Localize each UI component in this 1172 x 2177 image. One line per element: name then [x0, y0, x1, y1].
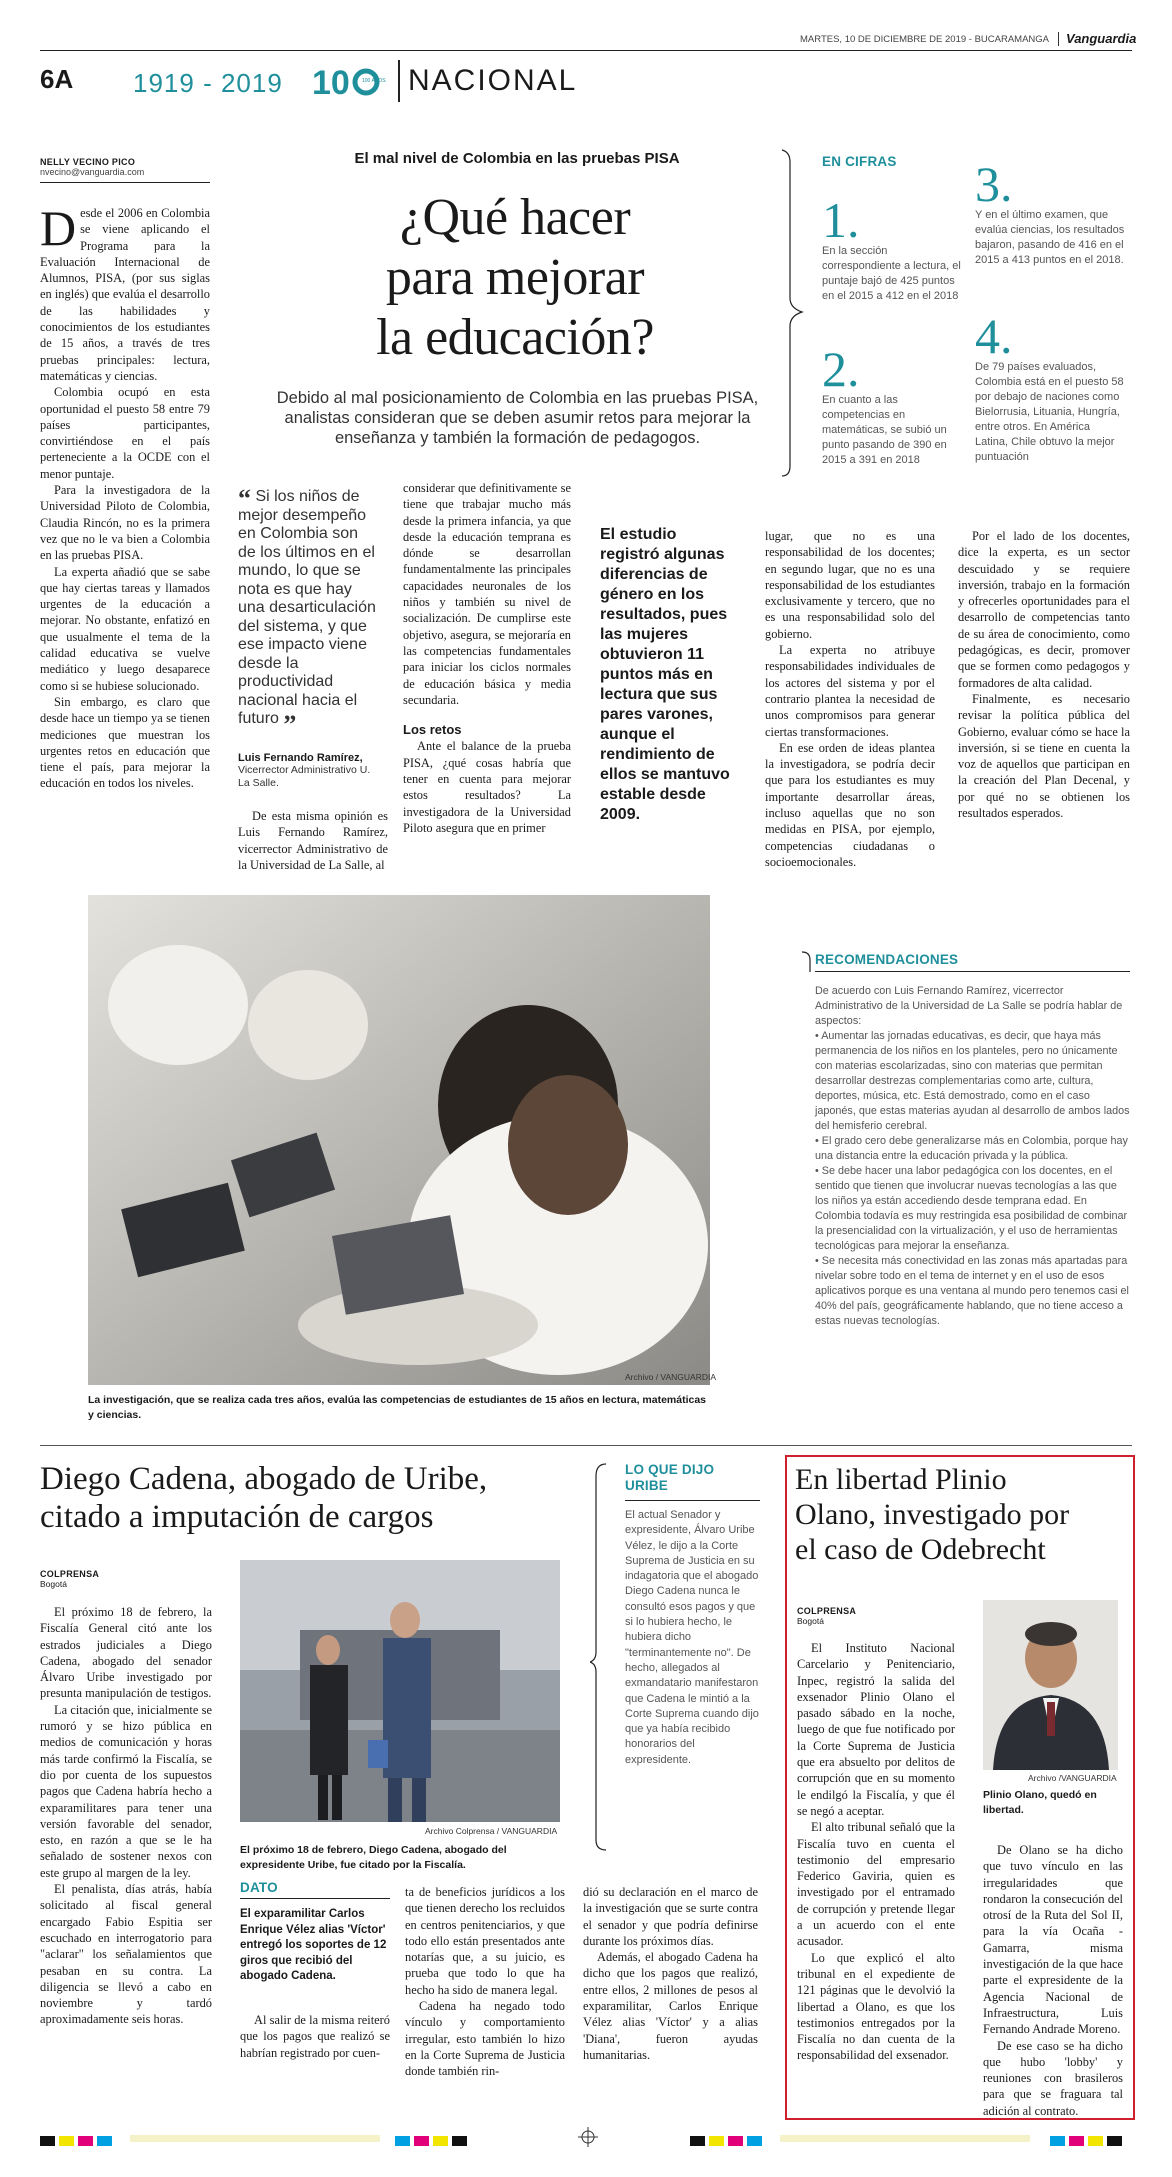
registration-bar-right — [1050, 2133, 1126, 2151]
recomendaciones-body — [815, 984, 1130, 1329]
quote-author: Luis Fernando Ramírez, — [238, 752, 363, 764]
main-photo — [88, 895, 710, 1385]
olano-headline-line: En libertad Plinio — [795, 1463, 1007, 1496]
main-photo-caption: La investigación, que se realiza cada tres años, evalúa las competencias de estudiantes de 15 años en lectura, matemáticas y ciencias. — [88, 1394, 707, 1421]
main-para: Sin embargo, es claro que desde hace un tiempo ya se tienen mediciones que muestran los urgentes retos en educación que tiene el país, para mejorar la educación en todos los niveles. — [40, 694, 210, 791]
dato-text: El exparamilitar Carlos Enrique Vélez alias 'Víctor' entregó los soportes de 12 giros que recibió del abogado Cadena. — [240, 1908, 387, 1982]
dateline: MARTES, 10 DE DICIEMBRE DE 2019 - BUCARAMANGA — [800, 34, 1049, 45]
author-name: NELLY VECINO PICO — [40, 157, 136, 167]
cadena-para: El penalista, días atrás, había solicitado al fiscal general encargado Fabio Espitia ser escuchado en interrogatorio para "aclarar" los señalamientos que pesaban en su contra. La diligencia se llevó a cabo en noviembre y tardó aproximadamente seis horas. — [40, 1882, 212, 2027]
registration-strip — [130, 2135, 380, 2142]
main-deck: Debido al mal posicionamiento de Colombia en las pruebas PISA, analistas consideran que se deben asumir retos para mejorar la enseñanza y también la formación de pedagogos. — [276, 389, 759, 447]
olano-para: De Olano se ha dicho que tuvo vínculo en las irregularidades que rondaron la consecución del otrosí de la Ruta del Sol II, para la vía Ocaña - Gamarra, misma investigación de la que hace parte el expresidente de la Agencia Nacional de Infraestructura, Luis Fernando Andrade Moreno. — [983, 1843, 1123, 2037]
anniversary-logo: 10 100 AÑOS — [312, 64, 386, 102]
uribe-rule — [625, 1500, 760, 1501]
cifras-item — [822, 192, 962, 304]
recomendaciones-rule — [815, 971, 1130, 972]
cifras-text: En la sección correspondiente a lectura, el puntaje bajó de 425 puntos en el 2015 a 412 en el 2018 — [822, 245, 961, 302]
recomendaciones-title: RECOMENDACIONES — [815, 952, 959, 967]
section-divider — [398, 60, 400, 102]
main-col-2 — [238, 808, 388, 873]
cadena-col-1 — [40, 1604, 212, 2028]
recomendaciones-item: • Se debe hacer una labor pedagógica con los docentes, en el sentido que tienen que involucrar nuevas tecnologías a las que los niños ya están accediendo desde temprana edad. En Colombia todavía es muy restringida esa posibilidad de combinar la presencialidad con la virtualización, y el uso de herramientas tecnológicas para mejorar la enseñanza. — [815, 1165, 1128, 1252]
main-col-6 — [958, 528, 1130, 821]
close-quote-icon: ” — [283, 710, 297, 739]
olano-para: De ese caso se ha dicho que hubo 'lobby' y reuniones con brasileros para que se fraguara tal adición al contrato. — [983, 2038, 1123, 2118]
main-para: De esta misma opinión es Luis Fernando Ramírez, vicerrector Administrativo de la Universidad de La Salle, al — [238, 809, 388, 872]
kicker: El mal nivel de Colombia en las pruebas PISA — [354, 150, 680, 167]
main-headline-line: para mejorar — [385, 249, 645, 306]
olano-para: El Instituto Nacional Carcelario y Penitenciario, Inpec, registró la salida del exsenador Plinio Olano el pasado sábado en la noche, luego de que fue notificado por la Corte Suprema de Justicia que era absuelto por delitos de corrupción que en su momento le endilgó la Fiscalía, y que él se negó a aceptar. — [797, 1641, 955, 1818]
dateline-divider — [1058, 32, 1059, 46]
olano-headline-line: el caso de Odebrecht — [795, 1533, 1046, 1566]
cadena-col-2 — [240, 2012, 390, 2061]
olano-col-2 — [983, 1842, 1123, 2119]
main-col-1 — [40, 200, 210, 792]
olano-agency: COLPRENSA — [797, 1606, 857, 1616]
cifras-item — [975, 156, 1125, 268]
cifras-number: 1. — [822, 192, 860, 248]
cadena-photo-caption: El próximo 18 de febrero, Diego Cadena, abogado del expresidente Uribe, fue citado por la Fiscalía. — [240, 1844, 507, 1871]
page-number: 6A — [40, 64, 74, 94]
author-block — [40, 157, 210, 177]
cifras-text: De 79 países evaluados, Colombia está en el puesto 58 por debajo de naciones como Bielorrusia, Lituania, Hungría, entre otros. En América Latina, Chile obtuvo la mejor puntuación — [975, 361, 1124, 463]
main-headline-line: ¿Qué hacer — [399, 189, 631, 246]
section-separator — [40, 1445, 1132, 1446]
svg-text:10: 10 — [312, 64, 350, 102]
dropcap: D — [40, 200, 77, 256]
olano-para: El alto tribunal señaló que la Fiscalía tuvo en cuenta el testimonio del empresario Federico Gaviria, quien es investigado por el entramado de corrupción y pretende llegar a un acuerdo con el ente acusador. — [797, 1820, 955, 1949]
recomendaciones-item: • El grado cero debe generalizarse más en Colombia, porque hay una distancia entre la educación privada y la pública. — [815, 1135, 1128, 1162]
recomendaciones-item: • Aumentar las jornadas educativas, es decir, que haya más permanencia de los niños en los planteles, pero no únicamente con materias escolarizadas, sino con materias que permitan desarrollar destrezas complementarias como arte, cultura, deportes, música, etc. Está demostrado, como en el caso japonés, que estas materias ayudan al desarrollo de ambos lados del hemisferio cerebral. — [815, 1030, 1130, 1132]
main-photo-credit: Archivo / VANGUARDIA — [625, 1372, 717, 1382]
cadena-col-3 — [405, 1884, 565, 2080]
brand-logo: Vanguardia — [1066, 31, 1137, 46]
quote-role: Vicerrector Administrativo U. La Salle. — [238, 764, 371, 789]
cadena-byline — [40, 1569, 99, 1589]
cadena-headline-line: citado a imputación de cargos — [40, 1499, 434, 1535]
section-title: NACIONAL — [408, 64, 578, 97]
cifras-text: En cuanto a las competencias en matemáticas, se subió un punto pasando de 390 en 2015 a 391 en 2018 — [822, 394, 947, 466]
cifras-number: 4. — [975, 308, 1013, 364]
cifras-item — [822, 341, 962, 468]
olano-col-1 — [797, 1640, 955, 2064]
cifras-text: Y en el último examen, que evalúa ciencias, los resultados bajaron, pasando de 416 en el 2015 a 413 puntos en el 2018. — [975, 209, 1125, 266]
recomendaciones-item: • Se necesita más conectividad en las zonas más apartadas para nivelar sobre todo en el tema de internet y en el uso de esos aplicativos porque es una ventana al mundo pero tenemos casi el 40% del país, geográficamente hablando, que no tiene acceso a estas nuevas tecnologías. — [815, 1255, 1129, 1327]
cadena-para: La citación que, inicialmente se rumoró y se hizo pública en medios de comunicación y horas más tarde confirmó la Fiscalía, se dio por cuenta de los supuestos pagos que Cadena habría hecho a exparamilitares para tener una versión favorable del senador, esto, en razón a que se le ha señalado de sostener nexos con este grupo al margen de la ley. — [40, 1702, 212, 1880]
main-para: considerar que definitivamente se tiene que trabajar mucho más desde la primera infancia, ya que desde la educación temprana es dónde se desarrollan fundamentalmente las principales capacidades neuronales de los niños y también su nivel de socialización. De cumplirse este objetivo, asegura, se mejoraría en las competencias fundamentales para iniciar los ciclos normales de educación básica y media secundaria. — [403, 481, 571, 707]
author-email: nvecino@vanguardia.com — [40, 167, 145, 177]
cadena-para: dió su declaración en el marco de la investigación que se surte contra el senador y que podría definirse durante los próximos días. — [583, 1885, 758, 1948]
olano-city: Bogotá — [797, 1616, 824, 1626]
cifras-item — [975, 308, 1125, 465]
author-rule — [40, 182, 210, 183]
registration-strip — [780, 2135, 1030, 2142]
main-para: Por el lado de los docentes, dice la experta, es un sector descuidado y se requiere inversión, trabajo en la formación y ofrecerles oportunidades para el desarrollo de competencias tanto de su área de conocimiento, como pedagógicas, es decir, promover que se formen como pedagogos y formadores de alta calidad. — [958, 529, 1130, 690]
cifras-bracket — [778, 148, 808, 478]
registration-bar-mid-right — [690, 2133, 766, 2151]
main-para: La experta añadió que se sabe que hay ciertas tareas y llamados urgentes de la educación a mejorar. No obstante, enfatizó en que usualmente el tema de la calidad educativa se vuelve mediático y luego desaparece como si se hubiese solucionado. — [40, 564, 210, 693]
cadena-para: Cadena ha negado todo vínculo y comportamiento irregular, esto también lo hizo en la Corte Suprema de Justicia donde también rin- — [405, 1999, 565, 2079]
cadena-para: ta de beneficios jurídicos a los que tienen derecho los recluidos en centros penitenciarios, y que todo ello están presentados ante notarías que, a su juicio, es prueba que todo lo que ha hecho ha sido de manera legal. — [405, 1885, 565, 1997]
cadena-para: El próximo 18 de febrero, la Fiscalía General citó ante los estrados judiciales a Diego Cadena, abogado del senador Álvaro Uribe investigado por presunta manipulación de testigos. — [40, 1605, 212, 1701]
main-first-para: Desde el 2006 en Colombia se viene aplicando el Programa para la Evaluación Internacional de Alumnos, PISA, (por sus siglas en inglés) que evalúa el desarrollo de las habilidades y conocimientos de los estudiantes de 15 años, a través de tres pruebas principales: lectura, matemáticas y ciencias. — [40, 200, 210, 383]
dato-box — [240, 1880, 390, 1985]
olano-byline — [797, 1606, 856, 1626]
main-para: La experta no atribuye responsabilidades individuales de los actores del sistema y por el contrario plantea la necesidad de unos compromisos para generar ciertas transformaciones. — [765, 643, 935, 739]
cifras-title: EN CIFRAS — [822, 154, 897, 169]
main-para: lugar, que no es una responsabilidad de los docentes; en segundo lugar, que no es una responsabilidad de los estudiantes exclusivamente y tercero, que no es una responsabilidad solo del gobierno. — [765, 529, 935, 641]
cadena-city: Bogotá — [40, 1579, 67, 1589]
cadena-col-4 — [583, 1884, 758, 2063]
olano-photo — [983, 1600, 1118, 1770]
main-para: Para la investigadora de la Universidad Piloto de Colombia, Claudia Rincón, no es la primera vez que no le va bien a Colombia en las pruebas PISA. — [40, 483, 210, 563]
cifras-number: 3. — [975, 156, 1013, 212]
cadena-headline — [40, 1460, 600, 1536]
dato-title: DATO — [240, 1880, 278, 1895]
main-col-5 — [765, 528, 935, 870]
quote-text: “ Si los niños de mejor desempeño en Colombia son de los últimos en el mundo, lo que se nota es que hay una desarticulación del sistema, y que ese impacto viene desde la productividad nacional hacia el futuro ” — [238, 484, 376, 739]
olano-headline — [795, 1462, 1130, 1567]
main-headline — [270, 188, 760, 368]
uribe-bracket — [590, 1462, 610, 1852]
uribe-title: LO QUE DIJO URIBE — [625, 1462, 715, 1493]
olano-para: Lo que explicó el alto tribunal en el expediente de 121 páginas que le devolvió la libertad a Olano, es que los testimonios entregados por la Fiscalía no dan cuenta de la responsabilidad del exsenador. — [797, 1950, 955, 2063]
cifras-number: 2. — [822, 341, 860, 397]
cadena-photo-credit: Archivo Colprensa / VANGUARDIA — [425, 1826, 558, 1836]
pull-quote — [238, 484, 378, 790]
main-headline-line: la educación? — [376, 309, 654, 366]
registration-bar-left — [40, 2133, 116, 2151]
main-para: En ese orden de ideas plantea la investigadora, se podría decir que para los estudiantes es muy importante desarrollar áreas, incluso aquellas que no son medidas en PISA, por ejemplo, competencias ciudadanas o socioemocionales. — [765, 740, 935, 869]
subhead-retos: Los retos — [403, 722, 462, 738]
cadena-headline-line: Diego Cadena, abogado de Uribe, — [40, 1461, 488, 1497]
olano-photo-caption: Plinio Olano, quedó en libertad. — [983, 1789, 1097, 1816]
uribe-text: El actual Senador y expresidente, Álvaro Uribe Vélez, le dijo a la Corte Suprema de Justicia en su indagatoria que el abogado Diego Cadena nunca le consultó esos pagos y que si lo hubiera hecho, le hubiera dicho "terminantemente no". De hecho, allegados al exmandatario manifestaron que Cadena le mintió a la Corte Suprema cuando dijo que ya había recibido honorarios del expresidente. — [625, 1509, 759, 1766]
highlight-text: El estudio registró algunas diferencias de género en los resultados, pues las mujeres obtuvieron 11 puntos más en lectura que sus pares varones, aunque el rendimiento de ellos se mantuvo estable desde 2009. — [600, 526, 730, 823]
cadena-photo — [240, 1560, 560, 1822]
cadena-para: Además, el abogado Cadena ha dicho que los pagos que realizó, entre ellos, 2 millones de pesos al exparamilitar, Carlos Enrique Vélez alias 'Víctor' y a alias 'Diana', fueron ayudas humanitarias. — [583, 1950, 758, 2062]
olano-photo-credit: Archivo /VANGUARDIA — [1028, 1773, 1117, 1783]
crosshair-icon — [578, 2127, 598, 2152]
registration-bar-mid-left — [395, 2133, 471, 2151]
header-top-rule — [40, 50, 1132, 51]
main-para: Colombia ocupó en esta oportunidad el puesto 58 entre 79 países participantes, convirtiéndose en el país perteneciente a la OCDE con el menor puntaje. — [40, 385, 210, 481]
open-quote-icon: “ — [238, 484, 251, 513]
cadena-agency: COLPRENSA — [40, 1569, 100, 1579]
main-para: Ante el balance de la prueba PISA, ¿qué cosas habría que tener en cuenta para mejorar estos resultados? La investigadora de la Universidad Piloto asegura que en primer — [403, 739, 571, 835]
olano-headline-line: Olano, investigado por — [795, 1498, 1070, 1531]
main-para: Finalmente, es necesario revisar la política pública del Gobierno, evaluar cómo se hace la inversión, si se tiene en cuenta la voz de aquellos que participan en la creación del Plan Decenal, y por qué no se obtienen los resultados esperados. — [958, 691, 1130, 821]
main-col-3 — [403, 480, 571, 836]
anniversary-years: 1919 - 2019 — [133, 68, 283, 98]
cadena-para: Al salir de la misma reiteró que los pagos que realizó se habrían registrado por cuen- — [240, 2013, 390, 2060]
recomendaciones-intro: De acuerdo con Luis Fernando Ramírez, vicerrector Administrativo de la Universidad de La Salle se podría hablar de aspectos: — [815, 985, 1123, 1027]
dato-rule — [240, 1898, 390, 1899]
